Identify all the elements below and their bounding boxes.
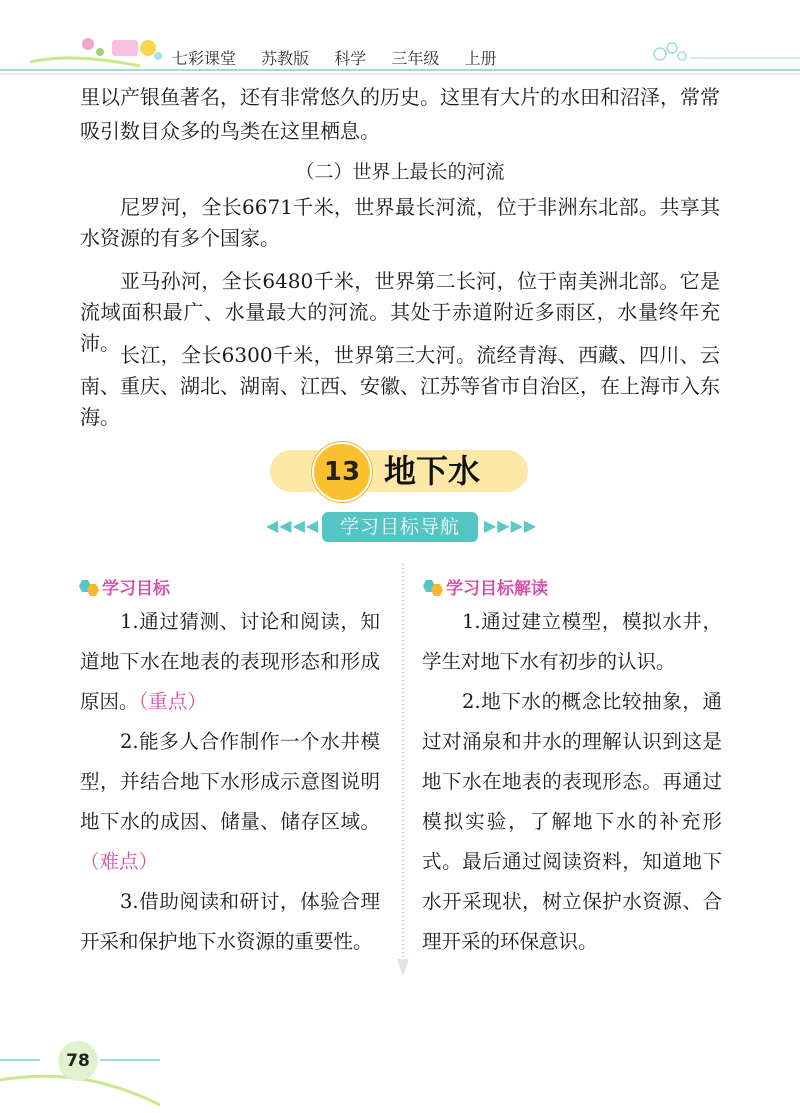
left-arrows-icon: ◀◀◀◀ — [266, 516, 320, 535]
key-point-tag: （重点） — [138, 690, 207, 713]
column-divider — [397, 564, 409, 984]
header-edition: 苏教版 — [261, 49, 310, 68]
header-grade: 三年级 — [391, 49, 440, 68]
section-subheading: （二）世界上最长的河流 — [295, 161, 505, 183]
objective-item-1: 1.通过猜测、讨论和阅读，知道地下水在地表的表现形态和形成原因。（重点） — [80, 610, 380, 713]
left-column-heading-text: 学习目标 — [102, 579, 170, 599]
header-subject: 科学 — [334, 49, 367, 68]
objective-item-2: 2.能多人合作制作一个水井模型，并结合地下水形成示意图说明地下水的成因、储量、储存区域。（难点） — [80, 730, 380, 873]
header-text — [172, 46, 516, 69]
river-paragraph-amazon: 亚马孙河，全长6480千米，世界第二长河，位于南美洲北部。它是流域面积最广、水量最大的河流。其处于赤道附近多雨区，水量终年充沛。 — [80, 269, 720, 355]
river-paragraph-yangtze: 长江，全长6300千米，世界第三大河。流经青海、西藏、四川、云南、重庆、湖北、湖南、江西、安徽、江苏等省市自治区，在上海市入东海。 — [80, 343, 720, 429]
hexagon-icon — [420, 578, 446, 598]
header-series: 七彩课堂 — [172, 49, 237, 68]
intro-line-1: 里以产银鱼著名，还有非常悠久的历史。这里有大片的水田和沼泽，常常 — [80, 85, 720, 109]
lesson-title: 地下水 — [384, 452, 481, 490]
hexagon-icon — [76, 578, 102, 598]
intro-line-2: 吸引数目众多的鸟类在这里栖息。 — [80, 119, 380, 143]
interpretation-item-1: 1.通过建立模型，模拟水井，学生对地下水有初步的认识。 — [422, 610, 722, 673]
objective-item-3: 3.借助阅读和研讨，体验合理开采和保护地下水资源的重要性。 — [80, 890, 380, 953]
right-arrows-icon: ▶▶▶▶ — [484, 516, 538, 535]
page-number: 78 — [66, 1051, 90, 1071]
interpretation-item-2: 2.地下水的概念比较抽象，通过对涌泉和井水的理解认识到这是地下水在地表的表现形态。再通过模拟实验，了解地下水的补充形式。最后通过阅读资料，知道地下水开采现状，树立保护水资源、合理开采的环保意识。 — [422, 690, 722, 953]
difficulty-tag: （难点） — [80, 850, 159, 873]
lesson-number: 13 — [312, 442, 372, 502]
left-column-body — [80, 602, 380, 962]
right-column-heading-text: 学习目标解读 — [446, 579, 548, 599]
left-column-heading — [76, 574, 170, 599]
nav-banner: 学习目标导航 — [322, 512, 478, 542]
header-volume: 上册 — [464, 49, 497, 68]
right-column-body — [422, 602, 722, 962]
right-column-heading — [420, 574, 548, 599]
river-paragraph-nile: 尼罗河，全长6671千米，世界最长河流，位于非洲东北部。共享其水资源的有多个国家。 — [80, 195, 720, 250]
page-header — [0, 0, 800, 80]
